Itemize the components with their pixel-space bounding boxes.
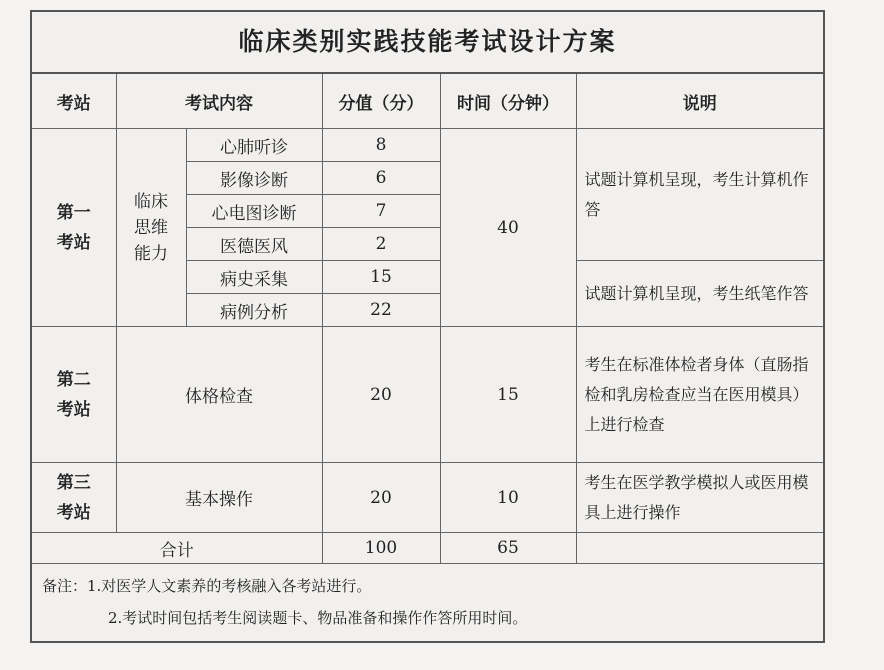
item-score: 2	[322, 228, 440, 261]
header-station: 考站	[32, 74, 116, 129]
total-time: 65	[440, 533, 576, 564]
station2-name	[32, 327, 116, 463]
station1-name-line2: 考站	[56, 232, 91, 253]
total-label: 合计	[32, 533, 322, 564]
station3-content: 基本操作	[116, 463, 322, 533]
header-score: 分值（分）	[322, 74, 440, 129]
total-row	[32, 533, 823, 564]
table-row	[32, 463, 823, 533]
station3-name-line1: 第三	[56, 472, 91, 493]
exam-plan-table	[32, 74, 823, 564]
station2-time: 15	[440, 327, 576, 463]
item-label: 心电图诊断	[186, 195, 322, 228]
item-score: 6	[322, 162, 440, 195]
item-label: 医德医风	[186, 228, 322, 261]
item-score: 15	[322, 261, 440, 294]
station3-time: 10	[440, 463, 576, 533]
station3-score: 20	[322, 463, 440, 533]
header-time: 时间（分钟）	[440, 74, 576, 129]
station1-group-char-1: 临床	[134, 191, 168, 212]
station1-group-char-2: 思维	[134, 217, 168, 238]
station2-name-line1: 第二	[56, 369, 91, 390]
exam-plan-sheet	[30, 10, 825, 643]
remarks	[32, 564, 823, 634]
station1-note-b: 试题计算机呈现，考生纸笔作答	[576, 261, 823, 327]
item-label: 影像诊断	[186, 162, 322, 195]
header-content: 考试内容	[116, 74, 322, 129]
station2-note: 考生在标准体检者身体（直肠指检和乳房检查应当在医用模具）上进行检查	[576, 327, 823, 463]
station2-content: 体格检查	[116, 327, 322, 463]
station2-score: 20	[322, 327, 440, 463]
station3-name-line2: 考站	[56, 502, 91, 523]
item-score: 7	[322, 195, 440, 228]
table-row	[32, 327, 823, 463]
item-score: 22	[322, 294, 440, 327]
station1-group	[116, 129, 186, 327]
station2-name-line2: 考站	[56, 399, 91, 420]
item-label: 心肺听诊	[186, 129, 322, 162]
station1-note-a: 试题计算机呈现，考生计算机作答	[576, 129, 823, 261]
station1-group-char-3: 能力	[134, 243, 168, 264]
page-title: 临床类别实践技能考试设计方案	[32, 12, 823, 74]
station1-time: 40	[440, 129, 576, 327]
station3-note: 考生在医学教学模拟人或医用模具上进行操作	[576, 463, 823, 533]
item-score: 8	[322, 129, 440, 162]
total-note	[576, 533, 823, 564]
item-label: 病例分析	[186, 294, 322, 327]
remark-line-2: 2.考试时间包括考生阅读题卡、物品准备和操作作答所用时间。	[108, 609, 528, 627]
station3-name	[32, 463, 116, 533]
remark-line-1: 备注：1.对医学人文素养的考核融入各考站进行。	[42, 577, 372, 595]
header-note: 说明	[576, 74, 823, 129]
station1-name-line1: 第一	[56, 202, 91, 223]
station1-name	[32, 129, 116, 327]
total-score: 100	[322, 533, 440, 564]
item-label: 病史采集	[186, 261, 322, 294]
table-row	[32, 129, 823, 162]
table-header-row	[32, 74, 823, 129]
